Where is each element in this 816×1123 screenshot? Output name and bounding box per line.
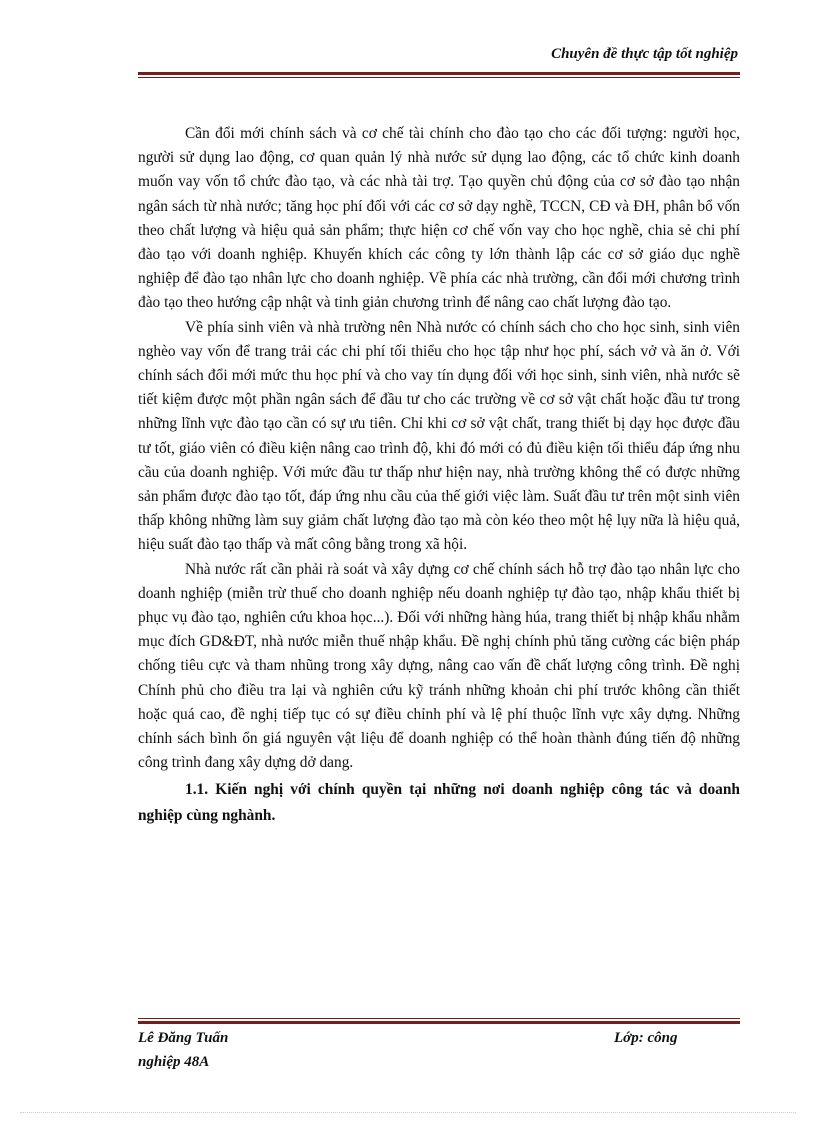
paragraph-2: Về phía sinh viên và nhà trường nên Nhà nước có chính sách cho cho học sinh, sinh viên nghèo vay vốn để trang trải các chi phí tối thiểu cho học tập như học phí, sách vở và ăn ở. Với chính sách đổi mới mức thu học phí và cho vay tín dụng đối với học sinh, sinh viên, nhà nước sẽ tiết kiệm được một phần ngân sách để đầu tư cho các trường về cơ sở vật chất hoặc đầu tư trong những lĩnh vực đào tạo cần có sự ưu tiên. Chỉ khi cơ sở vật chất, trang thiết bị dạy học được đầu tư tốt, giáo viên có điều kiện nâng cao trình độ, khi đó mới có đủ điều kiện tối thiểu đáp ứng nhu cầu của doanh nghiệp. Với mức đầu tư thấp như hiện nay, nhà trường không thể có được những sản phẩm được đào tạo tốt, đáp ứng nhu cầu của thế giới việc làm. Suất đầu tư trên một sinh viên thấp không những làm suy giảm chất lượng đào tạo mà còn kéo theo một hệ lụy nữa là hiệu quả, hiệu suất đào tạo thấp và mất công bằng trong xã hội. — [138, 318, 740, 554]
header-title: Chuyên đề thực tập tốt nghiệp — [551, 46, 738, 62]
section-heading: 1.1. Kiến nghị với chính quyền tại những nơi doanh nghiệp công tác và doanh nghiệp cùng nghành. — [138, 781, 740, 825]
footer — [138, 1026, 740, 1074]
page-bottom-border — [20, 1112, 796, 1113]
paragraph-1: Cần đổi mới chính sách và cơ chế tài chính cho đào tạo cho các đối tượng: người học, người sử dụng lao động, cơ quan quản lý nhà nước sử dụng lao động, các tổ chức kinh doanh muốn vay vốn tổ chức đào tạo, và các nhà tài trợ. Tạo quyền chủ động của cơ sở đào tạo nhận ngân sách từ nhà nước; tăng học phí đối với các cơ sở dạy nghề, TCCN, CĐ và ĐH, phân bổ vốn theo chất lượng và hiệu quả sản phẩm; thực hiện cơ chế vốn vay cho học nghề, chia sẻ chi phí đào tạo với doanh nghiệp. Khuyến khích các công ty lớn thành lập các cơ sở giáo dục nghề nghiệp để đào tạo nhân lực cho doanh nghiệp. Về phía các nhà trường, cần đổi mới chương trình đào tạo theo hướng cập nhật và tinh giản chương trình để nâng cao chất lượng đào tạo. — [138, 125, 740, 312]
footer-class-label: Lớp: công — [614, 1030, 678, 1046]
footer-class-continued: nghiệp 48A — [138, 1054, 210, 1070]
paragraph-3: Nhà nước rất cần phải rà soát và xây dựng cơ chế chính sách hỗ trợ đào tạo nhân lực cho doanh nghiệp (miễn trừ thuế cho doanh nghiệp nếu doanh nghiệp tự đào tạo, nhập khẩu thiết bị phục vụ đào tạo, nghiên cứu khoa học...). Đối với những hàng húa, trang thiết bị nhập khẩu nhằm mục đích GD&ĐT, nhà nước miễn thuế nhập khẩu. Đề nghị chính phủ tăng cường các biện pháp chống tiêu cực và tham nhũng trong xây dựng, nâng cao vấn đề chất lượng công trình. Đề nghị Chính phủ cho điều tra lại và nghiên cứu kỹ tránh những khoản chi phí trước không cần thiết hoặc quá cao, đề nghị tiếp tục có sự điều chỉnh phí và lệ phí thuộc lĩnh vực xây dựng. Những chính sách bình ổn giá nguyên vật liệu để doanh nghiệp có thể hoàn thành đúng tiến độ những công trình đang xây dựng dở dang. — [138, 560, 740, 772]
header-rule — [138, 72, 740, 78]
footer-author: Lê Đăng Tuấn — [138, 1030, 229, 1046]
document-body — [138, 122, 740, 829]
footer-rule — [138, 1018, 740, 1024]
